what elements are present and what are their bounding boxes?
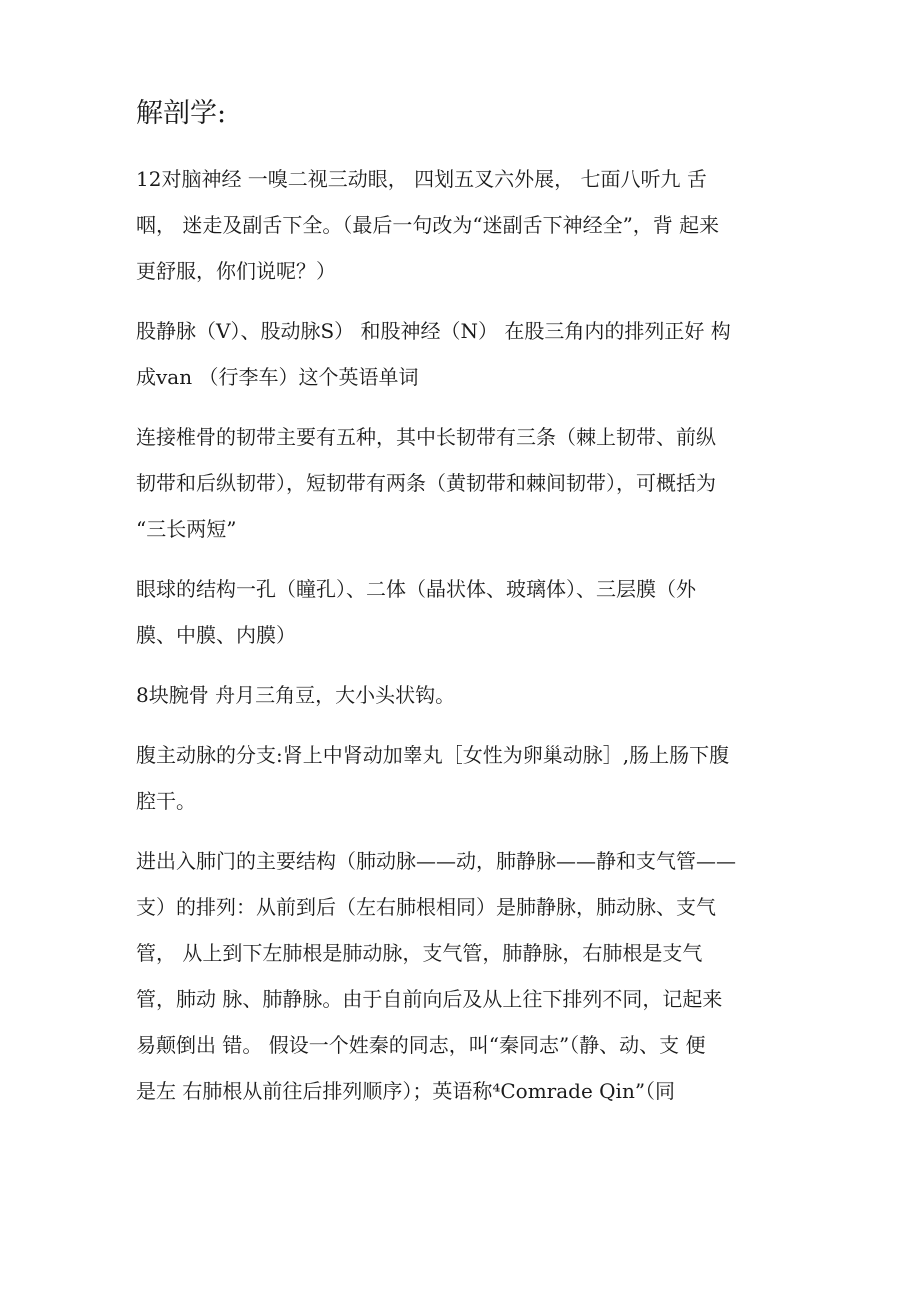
paragraph-carpal-bones: [136, 672, 796, 718]
text-line: 连接椎骨的韧带主要有五种，其中长韧带有三条（棘上韧带、前纵: [136, 425, 716, 449]
paragraph-femoral-triangle: [136, 308, 796, 400]
paragraph-cranial-nerves: [136, 156, 796, 294]
text-line: 易颠倒出 错。 假设一个姓秦的同志，叫“秦同志”（静、动、支 便: [136, 1033, 706, 1057]
text-line: 8块腕骨 舟月三角豆，大小头状钩。: [136, 683, 456, 707]
text-line: 支）的排列：从前到后（左右肺根相同）是肺静脉，肺动脉、支气: [136, 895, 716, 919]
text-line: 是左 右肺根从前往后排列顺序）；英语称⁴Comrade Qin”（同: [136, 1079, 676, 1103]
text-line: 膜、中膜、内膜）: [136, 623, 296, 647]
text-line: 12对脑神经 一嗅二视三动眼， 四划五叉六外展， 七面八听九 舌: [136, 167, 707, 191]
text-line: 眼球的结构一孔（瞳孔）、二体（晶状体、玻璃体）、三层膜（外: [136, 577, 696, 601]
text-line: “三长两短”: [136, 517, 237, 541]
page-title: 解剖学:: [136, 98, 227, 129]
document-page: [136, 92, 796, 1128]
text-line: 更舒服，你们说呢？）: [136, 259, 336, 283]
text-line: 进出入肺门的主要结构（肺动脉——动，肺静脉——静和支气管——: [136, 849, 736, 873]
paragraph-vertebral-ligaments: [136, 414, 796, 552]
text-line: 成van （行李车）这个英语单词: [136, 365, 419, 389]
paragraph-abdominal-aorta: [136, 732, 796, 824]
text-line: 韧带和后纵韧带），短韧带有两条（黄韧带和棘间韧带），可概括为: [136, 471, 716, 495]
text-line: 管，肺动 脉、肺静脉。由于自前向后及从上往下排列不同，记起来: [136, 987, 723, 1011]
paragraph-eyeball-structure: [136, 566, 796, 658]
text-line: 咽， 迷走及副舌下全。（最后一句改为“迷副舌下神经全”，背 起来: [136, 213, 720, 237]
text-line: 管， 从上到下左肺根是肺动脉，支气管，肺静脉，右肺根是支气: [136, 941, 703, 965]
text-line: 腔干。: [136, 789, 196, 813]
paragraph-lung-hilum: [136, 838, 796, 1114]
text-line: 股静脉（V）、股动脉S） 和股神经（N） 在股三角内的排列正好 构: [136, 319, 731, 343]
text-line: 腹主动脉的分支:肾上中肾动加睾丸［女性为卵巢动脉］,肠上肠下腹: [136, 743, 730, 767]
